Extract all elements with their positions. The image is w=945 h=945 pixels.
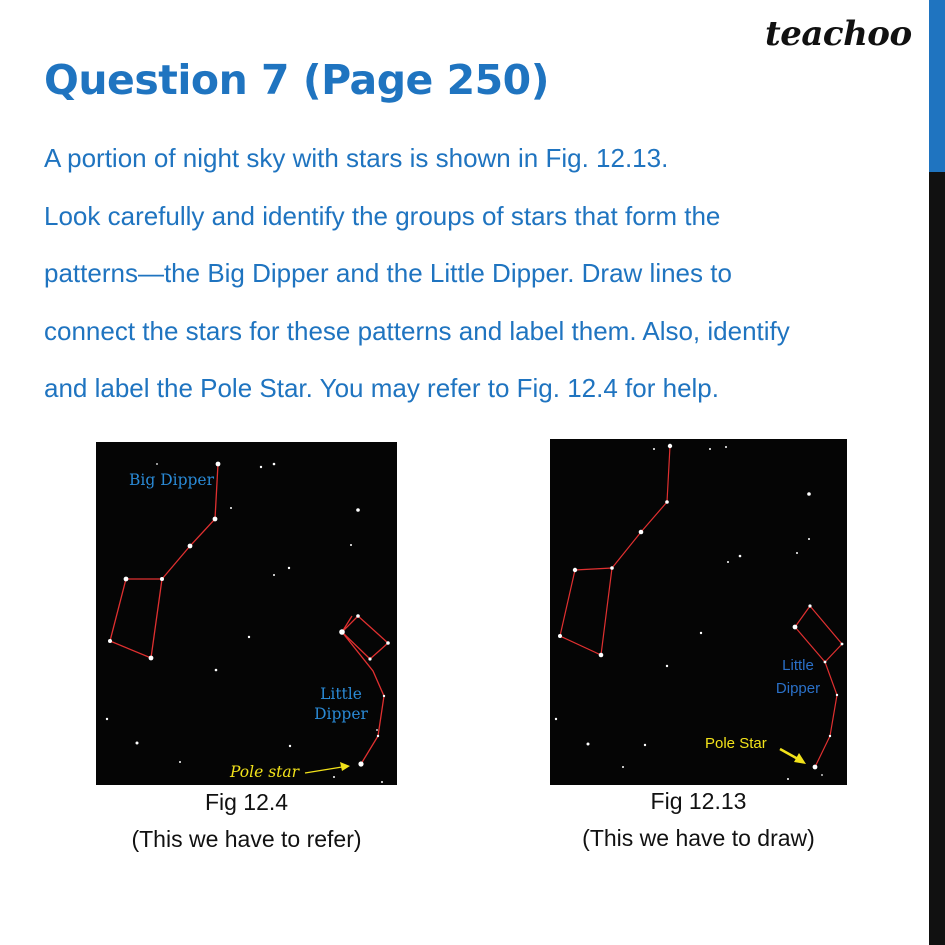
- figure-12-13-svg: [550, 439, 847, 785]
- figure-12-4-caption: [96, 789, 397, 863]
- question-line: and label the Pole Star. You may refer to Fig. 12.4 for help.: [44, 373, 719, 403]
- question-line: Look carefully and identify the groups of stars that form the: [44, 200, 721, 231]
- pole-star-label: Pole star: [230, 763, 300, 781]
- question-text: [44, 138, 924, 426]
- big-dipper-label: Big Dipper: [129, 471, 215, 489]
- little-dipper-handle: [815, 662, 837, 767]
- question-line: connect the stars for these patterns and label them. Also, identify: [44, 315, 790, 346]
- figure-subcaption: (This we have to draw): [582, 825, 815, 851]
- constellation-lines: [560, 446, 842, 767]
- big-dipper-lines: [560, 446, 670, 655]
- figure-caption: Fig 12.4: [204, 789, 289, 815]
- pole-star-arrow: [780, 749, 806, 764]
- big-dipper-lines: [110, 464, 218, 658]
- little-dipper-label: Little: [782, 657, 814, 674]
- little-dipper-bowl: [795, 606, 842, 662]
- pole-star: [358, 761, 363, 766]
- little-dipper-label: Little: [320, 685, 362, 703]
- figure-12-4-svg: [96, 442, 397, 785]
- pole-star-label: Pole Star: [705, 735, 767, 752]
- background-stars: [106, 463, 383, 783]
- pole-star: [813, 765, 818, 770]
- little-dipper-label: Dipper: [314, 705, 368, 723]
- question-title: Question 7 (Page 250): [44, 56, 549, 104]
- figure-12-4-sky-image: [96, 442, 397, 785]
- pole-star-arrow: [305, 762, 350, 773]
- figure-caption: Fig 12.13: [650, 788, 747, 814]
- slide-edge-accent: [929, 0, 945, 172]
- little-dipper-label: Dipper: [775, 680, 821, 697]
- question-line: patterns—the Big Dipper and the Little Dipper. Draw lines to: [44, 258, 732, 288]
- background-stars: [555, 446, 823, 780]
- brand-logo: teachoo: [765, 14, 912, 54]
- figure-12-13-caption: [550, 788, 847, 862]
- figure-subcaption: (This we have to refer): [131, 826, 362, 852]
- figure-12-13-sky-image: [550, 439, 847, 785]
- question-line: A portion of night sky with stars is shown in Fig. 12.13.: [44, 143, 669, 173]
- constellation-stars: [558, 444, 843, 770]
